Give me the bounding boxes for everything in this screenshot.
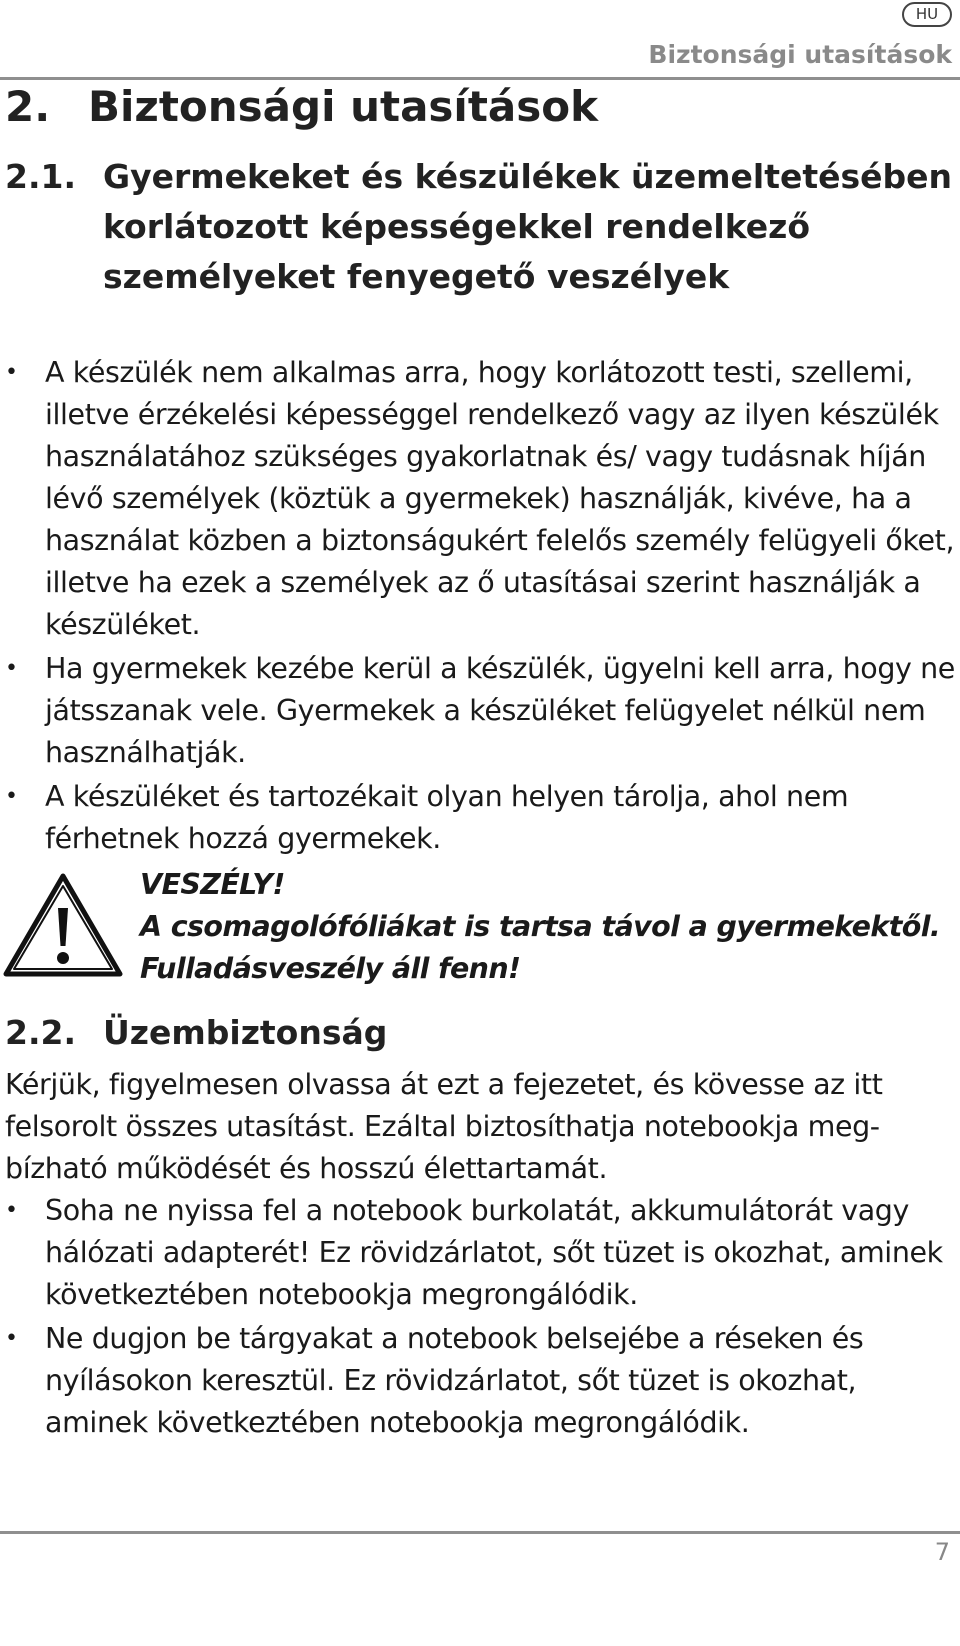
section-number: 2. (5, 82, 51, 131)
list-item: • Ne dugjon be tárgyakat a notebook belsejébe a réseken és nyílásokon keresztül. Ez rövidzárlatot, sőt tüzet is okozhat, aminek következtében notebookja megrongálódik. (0, 1318, 960, 1444)
list-item: • Soha ne nyissa fel a notebook burkolatát, akkumulátorát vagy hálózati adapterét! Ez rövidzárlatot, sőt tüzet is okozhat, aminek következtében notebookja megrongálódik. (0, 1190, 960, 1316)
subsection-1-list (0, 352, 960, 862)
subsection-2-intro: Kérjük, figyelmesen olvassa át ezt a fejezetet, és kövesse az itt felsorolt összes utasítást. Ezáltal biztosíthatja notebookja megbízható működését és hosszú élettartamát. (5, 1068, 883, 1185)
subsection-1-title: Gyermekeket és készülékek üzemeltetésében korlátozott képességekkel rendelkező személyeket fenyegető veszélyek (103, 157, 953, 296)
section-title: Biztonsági utasítások (88, 82, 599, 131)
list-item: • Ha gyermekek kezébe kerül a készülék, ügyelni kell arra, hogy ne játsszanak vele. Gyermekek a készüléket felügyelet nélkül nem használhatják. (0, 648, 960, 774)
language-badge: HU (902, 2, 952, 27)
subsection-1-number: 2.1. (5, 157, 76, 196)
list-item: • A készülék nem alkalmas arra, hogy korlátozott testi, szellemi, illetve érzékelési képességgel rendelkező vagy az ilyen készülék használatához szükséges gyakorlatnak és/ vagy tudásnak híján lévő személyek (köztük a gyermekek) használják, kivéve, ha a használat közben a biztonságukért felelős személy felügyeli őket, illetve ha ezek a személyek az ő utasításai szerint használják a készüléket. (0, 352, 960, 646)
footer-divider (0, 1531, 960, 1534)
subsection-2-title: Üzembiztonság (103, 1013, 388, 1052)
subsection-2-number: 2.2. (5, 1013, 76, 1052)
warning-heading: VESZÉLY! (140, 868, 285, 901)
section-heading (5, 80, 598, 134)
warning-box (0, 864, 960, 994)
subsection-2-heading (5, 1008, 953, 1058)
subsection-2-list (0, 1190, 960, 1446)
page-number: 7 (934, 1538, 950, 1566)
subsection-1-heading (5, 152, 953, 302)
warning-triangle-icon (2, 872, 124, 978)
warning-text (140, 864, 940, 990)
warning-line-2: Fulladásveszély áll fenn! (140, 952, 521, 985)
list-item: • A készüléket és tartozékait olyan helyen tárolja, ahol nem férhetnek hozzá gyermekek. (0, 776, 960, 860)
running-header: Biztonsági utasítások (648, 40, 952, 69)
warning-line-1: A csomagolófóliákat is tartsa távol a gyermekektől. (140, 910, 941, 943)
